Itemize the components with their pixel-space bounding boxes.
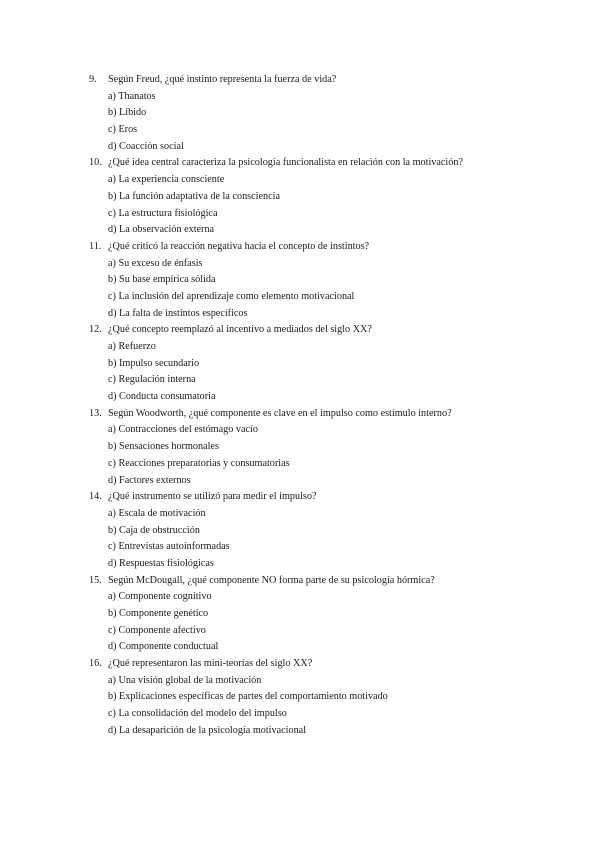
answer-option: c) Componente afectivo <box>108 624 206 636</box>
answer-option: d) La falta de instintos específicos <box>108 307 248 319</box>
question-item <box>89 656 559 739</box>
answer-option: c) La estructura fisiológica <box>108 207 218 219</box>
option-list <box>89 172 559 239</box>
answer-option: a) Una visión global de la motivación <box>108 674 262 686</box>
answer-option: c) Regulación interna <box>108 374 196 386</box>
answer-option: d) Coacción social <box>108 140 184 152</box>
question-number: 12. <box>89 324 102 336</box>
question-number: 10. <box>89 157 102 169</box>
question-text: ¿Qué concepto reemplazó al incentivo a mediados del siglo XX? <box>108 324 372 336</box>
question-number: 11. <box>89 240 102 252</box>
question-line <box>89 656 559 673</box>
question-number: 9. <box>89 74 97 85</box>
question-line <box>89 72 559 89</box>
answer-option: a) Su exceso de énfasis <box>108 257 203 269</box>
option-list <box>89 506 559 573</box>
answer-option: c) Reacciones preparatorias y consumatorias <box>108 457 290 469</box>
question-text: Según McDougall, ¿qué componente NO forma parte de su psicología hórmica? <box>108 574 435 586</box>
answer-option: c) La consolidación del modelo del impulso <box>108 708 287 720</box>
answer-option: d) Respuestas fisiológicas <box>108 557 214 569</box>
answer-option: d) La observación externa <box>108 224 215 236</box>
question-number: 14. <box>89 491 102 503</box>
answer-option: d) La desaparición de la psicología motivacional <box>108 724 307 736</box>
answer-option: b) Caja de obstrucción <box>108 524 200 536</box>
question-number: 16. <box>89 658 102 670</box>
answer-option: a) Contracciones del estómago vacío <box>108 424 258 436</box>
answer-option: b) La función adaptativa de la consciencia <box>108 190 280 202</box>
answer-option: d) Conducta consumatoria <box>108 391 216 403</box>
option-list <box>89 589 559 656</box>
question-text: ¿Qué representaron las mini-teorías del siglo XX? <box>108 658 313 670</box>
question-item <box>89 72 559 155</box>
question-line <box>89 322 559 339</box>
question-text: ¿Qué idea central caracteriza la psicología funcionalista en relación con la motivación? <box>108 157 463 169</box>
answer-option: c) La inclusión del aprendizaje como elemento motivacional <box>108 290 355 302</box>
question-text: Según Freud, ¿qué instinto representa la fuerza de vida? <box>108 74 337 85</box>
question-item <box>89 573 559 656</box>
question-text: ¿Qué instrumento se utilizó para medir el impulso? <box>108 491 317 503</box>
question-line <box>89 239 559 256</box>
answer-option: a) La experiencia consciente <box>108 174 225 186</box>
question-line <box>89 489 559 506</box>
question-list <box>89 72 559 740</box>
question-item <box>89 322 559 405</box>
answer-option: a) Escala de motivación <box>108 507 206 519</box>
option-list <box>89 339 559 406</box>
question-number: 15. <box>89 574 102 586</box>
answer-option: c) Entrevistas autoinformadas <box>108 541 230 553</box>
answer-option: b) Su base empírica sólida <box>108 274 216 286</box>
question-text: ¿Qué criticó la reacción negativa hacia el concepto de instintos? <box>108 240 370 252</box>
question-item <box>89 155 559 238</box>
answer-option: a) Componente cognitivo <box>108 591 212 603</box>
question-item <box>89 239 559 322</box>
answer-option: d) Componente conductual <box>108 641 219 653</box>
answer-option: b) Libido <box>108 107 147 119</box>
answer-option: b) Componente genético <box>108 608 209 619</box>
option-list <box>89 673 559 740</box>
answer-option: b) Impulso secundario <box>108 357 200 369</box>
question-line <box>89 155 559 172</box>
question-number: 13. <box>89 407 102 419</box>
option-list <box>89 422 559 489</box>
answer-option: b) Sensaciones hormonales <box>108 441 219 453</box>
option-list <box>89 256 559 323</box>
question-line <box>89 406 559 423</box>
answer-option: d) Factores externos <box>108 474 191 486</box>
answer-option: c) Eros <box>108 124 138 136</box>
question-text: Según Woodworth, ¿qué componente es clave en el impulso como estímulo interno? <box>108 407 452 419</box>
question-line <box>89 573 559 590</box>
option-list <box>89 89 559 156</box>
question-item <box>89 489 559 572</box>
answer-option: b) Explicaciones específicas de partes del comportamiento motivado <box>108 691 388 703</box>
question-item <box>89 406 559 489</box>
answer-option: a) Refuerzo <box>108 341 156 352</box>
answer-option: a) Thanatos <box>108 90 156 102</box>
